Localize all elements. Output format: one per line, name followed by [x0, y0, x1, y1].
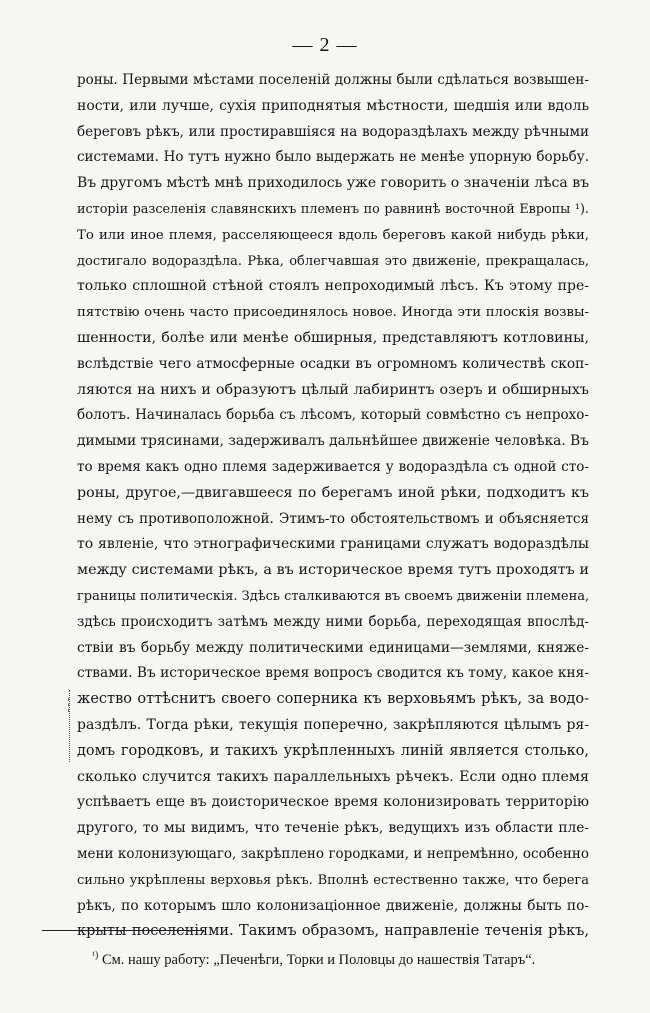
text-line: системами. Но тутъ нужно было выдержать не менѣе упорную борьбу.	[77, 149, 589, 166]
text-line: То или иное племя, расселяющееся вдоль береговъ какой нибудь рѣки,	[77, 227, 589, 243]
text-line: крыты поселеніями. Такимъ образомъ, направленіе теченія рѣкъ,	[77, 923, 589, 940]
text-line: пятствію очень часто присоединялось новое. Иногда эти плоскія возвы-	[77, 305, 589, 321]
text-line: шенности, болѣе или менѣе обширныя, представляютъ котловины,	[77, 329, 589, 346]
text-line: мени колонизующаго, закрѣплено городками, и непремѣнно, особенно	[77, 845, 589, 862]
text-line: исторіи разселенія славянскихъ племенъ по равнинѣ восточной Европы ¹).	[77, 201, 589, 217]
footnote-text: См. нашу работу: „Печенѣги, Торки и Половцы до нашествія Татаръ“.	[101, 951, 536, 968]
text-line: сильно укрѣплены верховья рѣкъ. Вполнѣ естественно также, что берега	[77, 872, 589, 888]
text-line: береговъ рѣкъ, или простиравшіяся на водораздѣлахъ между рѣчными	[77, 123, 589, 140]
text-line: здѣсь происходитъ затѣмъ между ними борьба, переходящая впослѣд-	[77, 613, 589, 630]
footnote-rule	[42, 930, 204, 931]
text-line: между системами рѣкъ, а въ историческое время тутъ проходятъ и	[77, 562, 589, 579]
text-line: ствіи въ борьбу между политическими единицами—землями, княже-	[77, 639, 589, 656]
text-line: нему съ противоположной. Этимъ-то обстоятельствомъ и объясняется	[77, 510, 589, 527]
body-text	[77, 68, 589, 945]
text-line: роны, другое,—двигавшееся по берегамъ иной рѣки, подходитъ къ	[77, 484, 589, 501]
text-line: болотъ. Начиналась борьба съ лѣсомъ, который совмѣстно съ непрохо-	[77, 407, 589, 424]
text-line: только сплошной стѣной стоялъ непроходимый лѣсъ. Къ этому пре-	[77, 278, 589, 295]
text-line: другого, то мы видимъ, что теченіе рѣкъ, ведущихъ изъ области пле-	[77, 820, 589, 837]
text-line: жество оттѣснитъ своего соперника къ верховьямъ рѣкъ, за водо-	[77, 691, 589, 708]
text-line: ствами. Въ историческое время вопросъ сводится къ тому, какое кня-	[77, 665, 589, 682]
text-line: успѣваетъ еще въ доисторическое время колонизировать территорію	[77, 794, 589, 811]
margin-annotation-mark	[69, 690, 76, 762]
text-line: ляются на нихъ и образуютъ цѣлый лабиринтъ озеръ и обширныхъ	[77, 381, 589, 398]
text-line: вслѣдствіе чего атмосферные осадки въ огромномъ количествѣ скоп-	[77, 355, 589, 372]
footnote-marker: ¹)	[92, 950, 99, 961]
text-line: сколько случится такихъ параллельныхъ рѣчекъ. Если одно племя	[77, 768, 589, 785]
footnote	[92, 950, 592, 969]
text-line: раздѣлъ. Тогда рѣки, текущія поперечно, закрѣпляются цѣлымъ ря-	[77, 716, 589, 733]
text-line: достигало водораздѣла. Рѣка, облегчавшая это движеніе, прекращалась,	[77, 253, 589, 269]
text-line: границы политическія. Здѣсь сталкиваются въ своемъ движеніи племена,	[77, 588, 589, 604]
text-line: то время какъ одно племя задерживается у водораздѣла съ одной сто-	[77, 458, 589, 475]
text-line: роны. Первыми мѣстами поселеній должны были сдѣлаться возвышен-	[77, 72, 589, 88]
text-line: домъ городковъ, и такихъ укрѣпленныхъ линій является столько,	[77, 742, 589, 759]
text-line: димыми трясинами, задерживалъ дальнѣйшее движеніе человѣка. Въ	[77, 433, 589, 450]
text-line: Въ другомъ мѣстѣ мнѣ приходилось уже говорить о значеніи лѣса въ	[77, 175, 589, 192]
text-line: то явленіе, что этнографическими границами служатъ водораздѣлы	[77, 536, 589, 553]
text-line: рѣкъ, по которымъ шло колонизаціонное движеніе, должны быть по-	[77, 897, 589, 914]
text-line: ности, или лучше, сухія приподнятыя мѣстности, шедшія или вдоль	[77, 97, 589, 114]
page-number: — 2 —	[292, 34, 358, 56]
